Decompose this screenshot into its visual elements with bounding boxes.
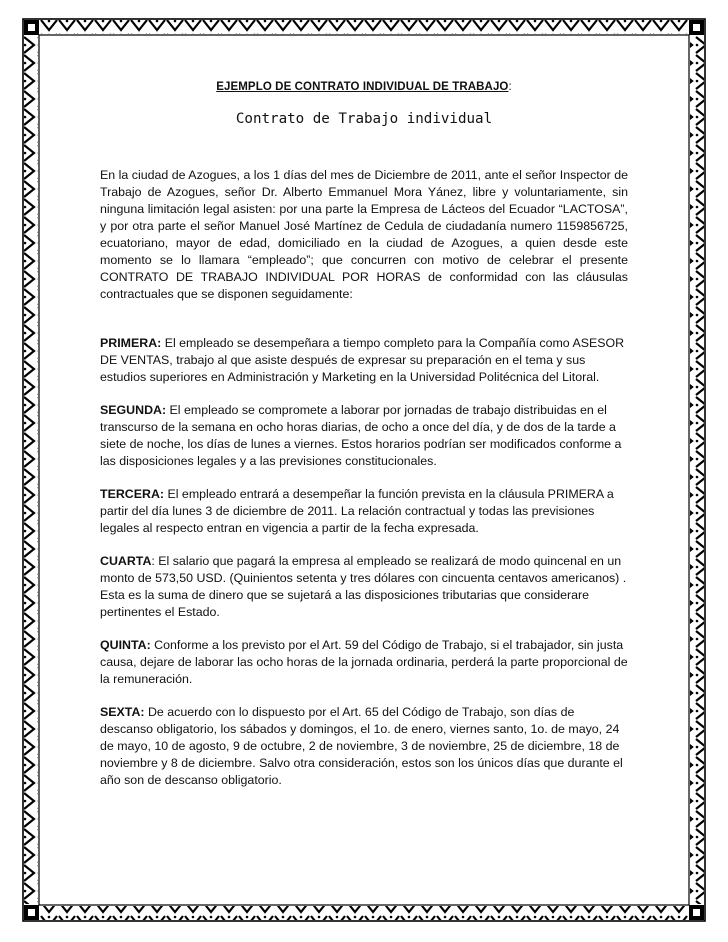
clause-text: El empleado entrará a desempeñar la función prevista en la cláusula PRIMERA a partir del día lunes 3 de diciembre de 2011. La relación contractual y todas las previsiones legales al respecto entran en vigencia a partir de la fecha expresada.: [100, 487, 614, 535]
clause-cuarta: [100, 553, 628, 621]
clause-label: SEXTA:: [100, 705, 145, 719]
clause-label: TERCERA:: [100, 487, 165, 501]
clause-label: SEGUNDA:: [100, 403, 167, 417]
clause-label: QUINTA:: [100, 638, 151, 652]
clause-label: PRIMERA:: [100, 336, 162, 350]
document-heading-text: EJEMPLO DE CONTRATO INDIVIDUAL DE TRABAJO: [216, 81, 509, 93]
clause-tercera: [100, 486, 628, 537]
clause-sexta: [100, 704, 628, 789]
clause-label: CUARTA: [100, 554, 152, 568]
contract-document: [100, 79, 628, 805]
clause-text: El empleado se compromete a laborar por jornadas de trabajo distribuidas en el transcurso de la semana en ocho horas diarias, de ocho a once del día, y de dos de la tarde a siete de noche, los días de lunes a viernes. Estos horarios podrían ser modificados conforme a las disposiciones legales y a las previsiones constitucionales.: [100, 403, 622, 468]
document-heading-suffix: :: [508, 81, 512, 93]
clause-segunda: [100, 402, 628, 470]
clause-text: El empleado se desempeñara a tiempo completo para la Compañía como ASESOR DE VENTAS, trabajo al que asiste después de expresar su preparación en el tema y sus estudios superiores en Administración y Marketing en la Universidad Politécnica del Litoral.: [100, 336, 625, 384]
clause-text: Conforme a los previsto por el Art. 59 del Código de Trabajo, si el trabajador, sin justa causa, dejare de laborar las ocho horas de la jornada ordinaria, perderá la parte proporcional de la remuneración.: [100, 638, 628, 686]
clause-quinta: [100, 637, 628, 688]
document-subtitle: Contrato de Trabajo individual: [235, 111, 493, 127]
clause-text: De acuerdo con lo dispuesto por el Art. 65 del Código de Trabajo, son días de descanso obligatorio, los sábados y domingos, el 1o. de enero, viernes santo, 1o. de mayo, 24 de mayo, 10 de agosto, 9 de octubre, 2 de noviembre, 3 de noviembre, 25 de diciembre, 18 de noviembre y 8 de diciembre. Salvo otra consideración, estos son los únicos días que durante el año son de descanso obligatorio.: [100, 705, 623, 787]
document-heading: [100, 79, 628, 96]
clause-primera: [100, 335, 628, 386]
intro-paragraph: En la ciudad de Azogues, a los 1 días del mes de Diciembre de 2011, ante el señor Inspector de Trabajo de Azogues, señor Dr. Alberto Emmanuel Mora Yánez, libre y voluntariamente, sin ninguna limitación legal asisten: por una parte la Empresa de Lácteos del Ecuador “LACTOSA”, y por otra parte el señor Manuel José Martínez de Cedula de ciudadanía numero 1159856725, ecuatoriano, mayor de edad, domiciliado en la ciudad de Azogues, a quien desde este momento se lo llamara “empleado”; que concurren con motivo de celebrar el presente CONTRATO DE TRABAJO INDIVIDUAL POR HORAS de conformidad con las cláusulas contractuales que se disponen seguidamente:: [100, 168, 628, 301]
clause-text: : El salario que pagará la empresa al empleado se realizará de modo quincenal en un monto de 573,50 USD. (Quinientos setenta y tres dólares con cincuenta centavos americanos) . Esta es la suma de dinero que se sujetará a las disposiciones tributarias que considerare pertinentes el Estado.: [100, 554, 627, 619]
